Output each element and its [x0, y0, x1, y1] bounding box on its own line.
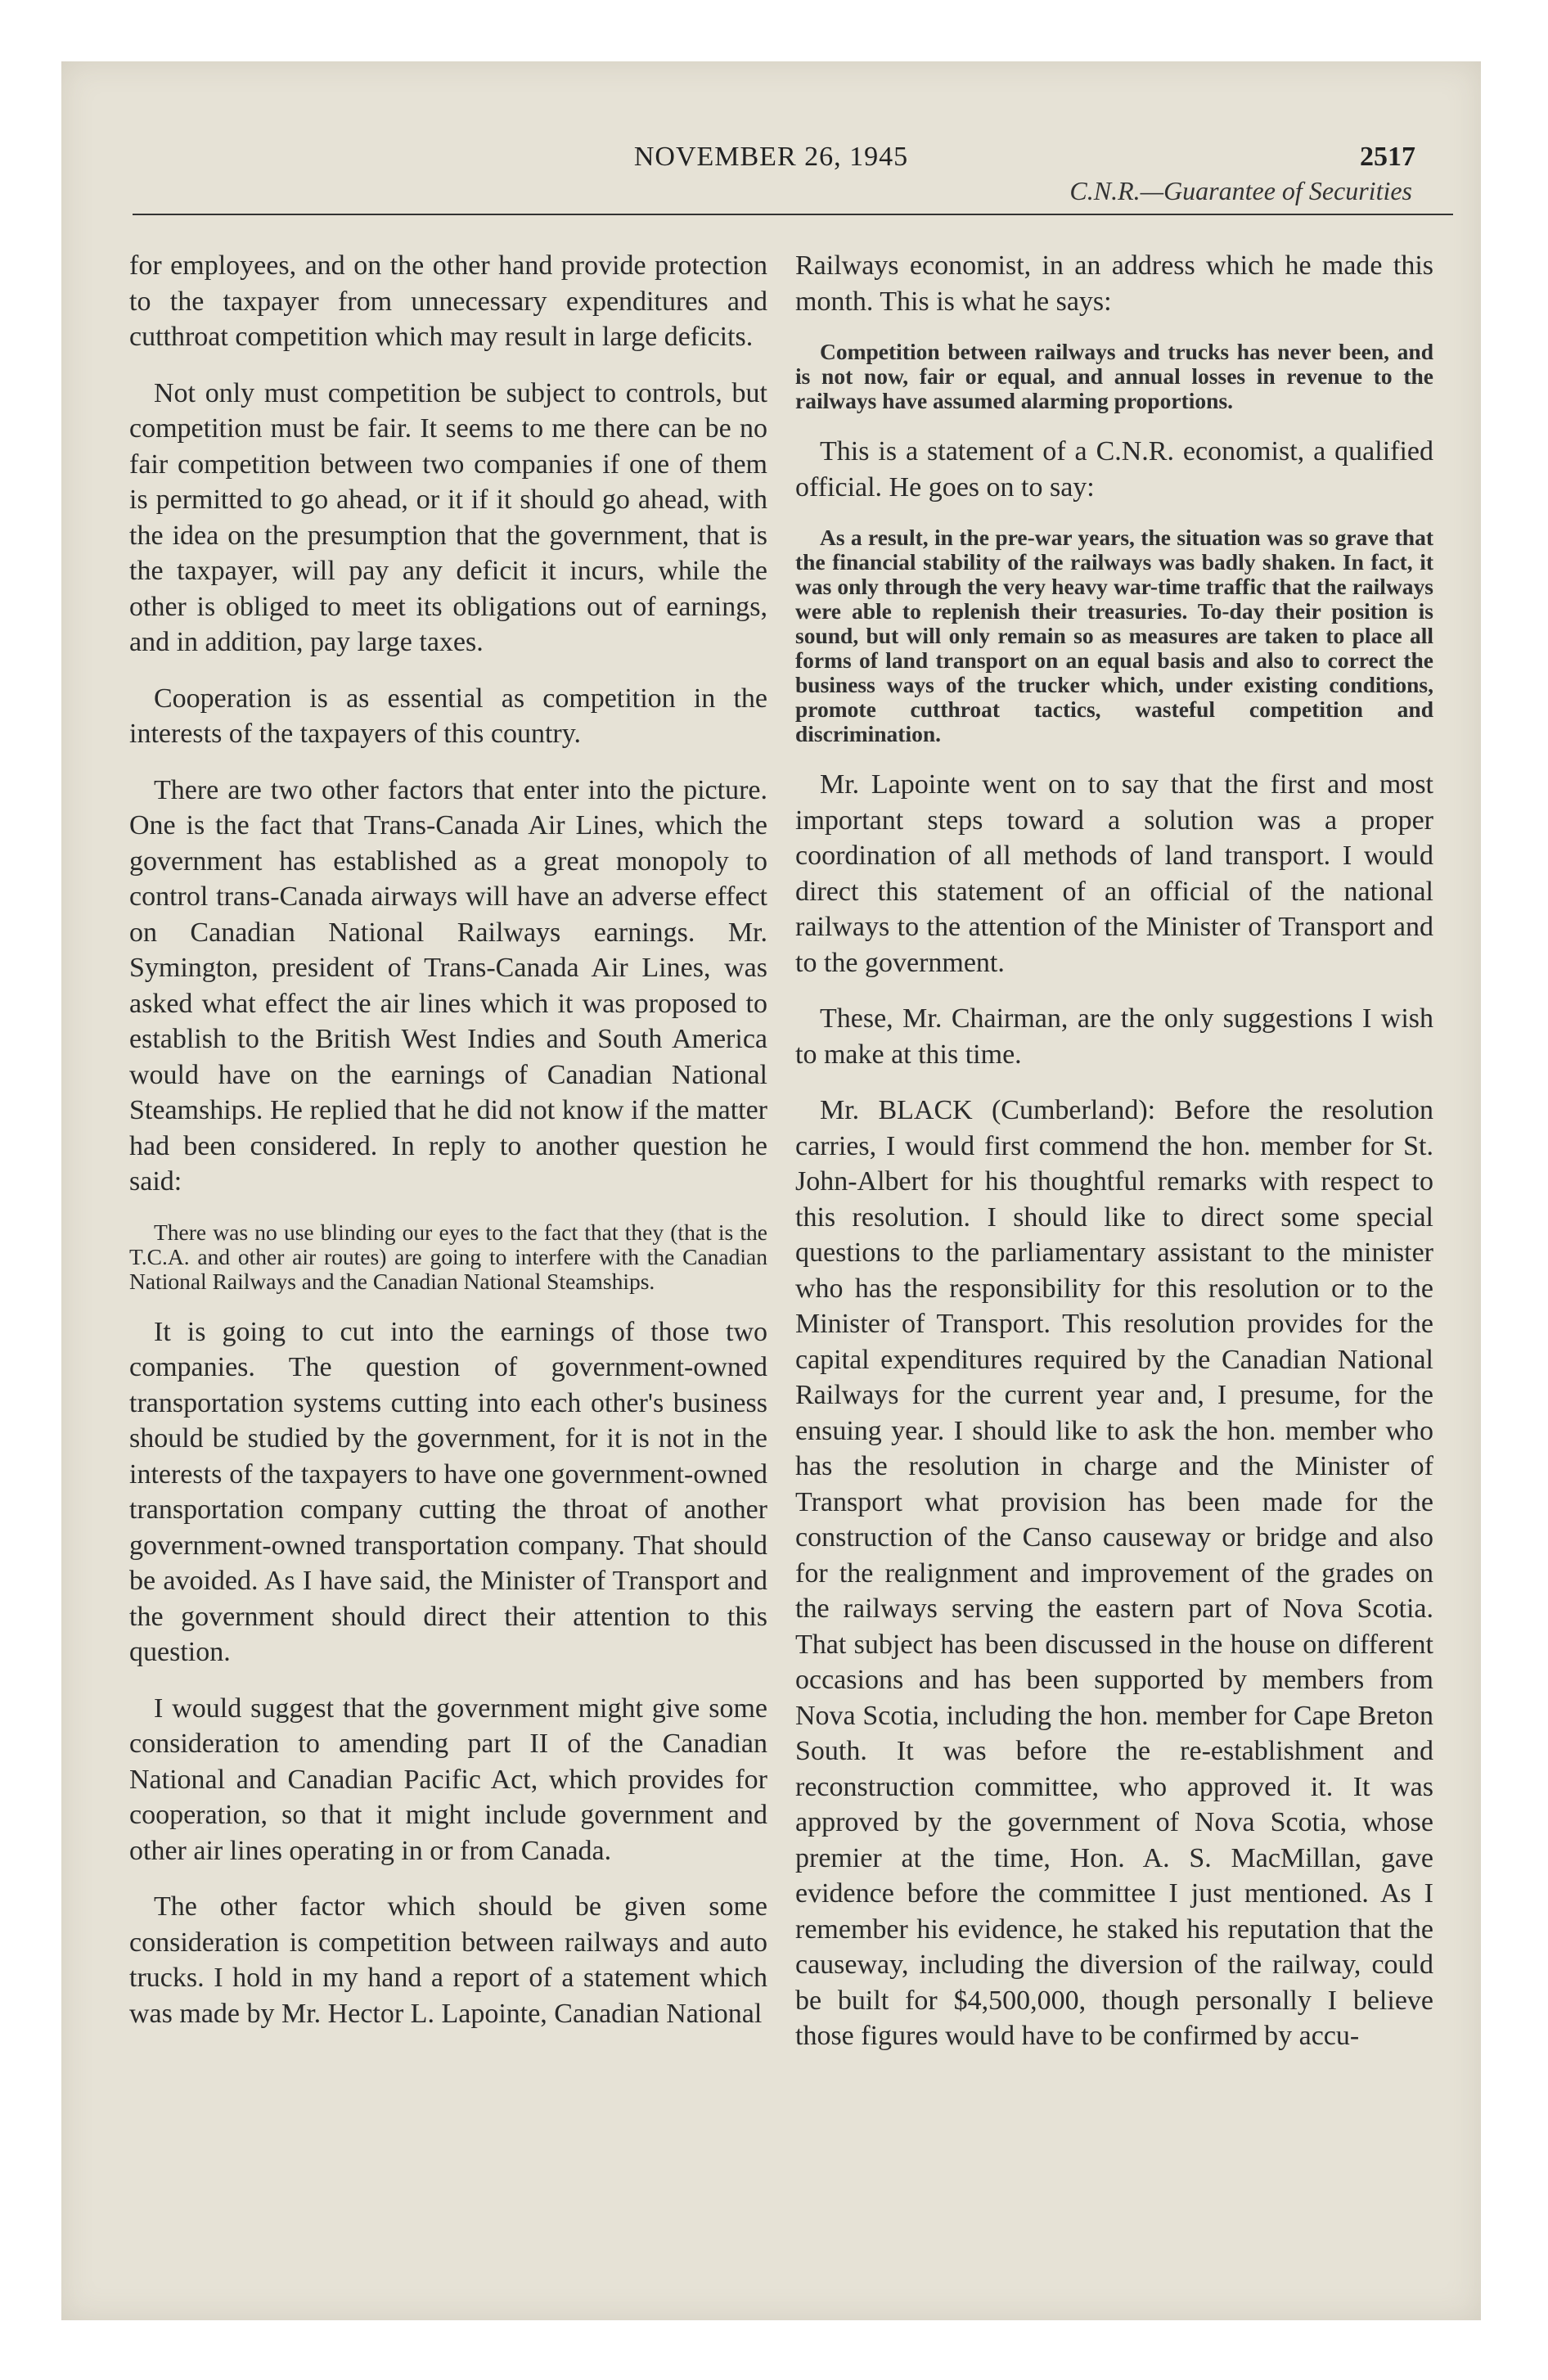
continued-paragraph: for employees, and on the other hand provide protection to the taxpayer from unnecessary expenditures and cutthroat competition which may result in large deficits.	[129, 250, 767, 352]
quoted-passage: There was no use blinding our eyes to the fact that they (that is the T.C.A. and other air routes) are going to interfere with the Canadian National Railways and the Canadian National Steamships.	[129, 1219, 767, 1294]
paragraph: Mr. Lapointe went on to say that the first and most important steps toward a solution was a proper coordination of all methods of land transport. I would direct this statement of an official of the national railways to the attention of the Minister of Transport and to the government.	[795, 769, 1433, 978]
paragraph: This is a statement of a C.N.R. economist, a qualified official. He goes on to say:	[795, 436, 1433, 503]
continued-paragraph: Railways economist, in an address which he made this month. This is what he says:	[795, 250, 1433, 317]
header-divider	[133, 214, 1453, 215]
paragraph: The other factor which should be given some consideration is competition between railways and auto trucks. I hold in my hand a report of a statement which was made by Mr. Hector L. Lapointe, Canadian National	[129, 1891, 767, 2029]
paragraph: It is going to cut into the earnings of those two companies. The question of government-owned transportation systems cutting into each other's business should be studied by the government, for it is not in the interests of the taxpayers to have one government-owned transportation company cutting the throat of another government-owned transportation company. That should be avoided. As I have said, the Minister of Transport and the government should direct their attention to this question.	[129, 1316, 767, 1667]
quoted-passage: As a result, in the pre-war years, the situation was so grave that the financial stability of the railways was badly shaken. In fact, it was only through the very heavy war-time traffic that the railways were able to replenish their treasuries. To-day their position is sound, but will only remain so as measures are taken to place all forms of land transport on an equal basis and also to correct the business ways of the trucker which, under existing conditions, promote cutthroat tactics, wasteful competition and discrimination.	[795, 525, 1433, 746]
paragraph: There are two other factors that enter into the picture. One is the fact that Trans-Canada Air Lines, which the government has established as a great monopoly to control trans-Canada airways will have an adverse effect on Canadian National Railways earnings. Mr. Symington, president of Trans-Canada Air Lines, was asked what effect the air lines which it was proposed to establish to the British West Indies and South America would have on the earnings of Canadian National Steamships. He replied that he did not know if the matter had been considered. In reply to another question he said:	[129, 774, 767, 1197]
paragraph: Not only must competition be subject to controls, but competition must be fair. It seems to me there can be no fair competition between two companies if one of them is permitted to go ahead, or it if it should go ahead, with the idea on the presumption that the government, that is the taxpayer, will pay any deficit it incurs, while the other is obliged to meet its obligations out of earnings, and in addition, pay large taxes.	[129, 377, 767, 657]
paragraph: Cooperation is as essential as competition in the interests of the taxpayers of this country.	[129, 683, 767, 749]
running-head: C.N.R.—Guarantee of Securities	[1069, 176, 1412, 205]
paragraph: These, Mr. Chairman, are the only suggestions I wish to make at this time.	[795, 1003, 1433, 1070]
right-column	[795, 248, 1433, 2075]
page-date: NOVEMBER 26, 1945	[633, 142, 909, 172]
paragraph: I would suggest that the government might give some consideration to amending part II of the Canadian National and Canadian Pacific Act, which provides for cooperation, so that it might include government and other air lines operating in or from Canada.	[129, 1693, 767, 1866]
page-number: 2517	[1360, 142, 1415, 172]
paragraph: Mr. BLACK (Cumberland): Before the resolution carries, I would first commend the hon. member for St. John-Albert for his thoughtful remarks with respect to this resolution. I should like to direct some special questions to the parliamentary assistant to the minister who has the responsibility for this resolution or to the Minister of Transport. This resolution provides for the capital expenditures required by the Canadian National Railways for the current year and, I presume, for the ensuing year. I should like to ask the hon. member who has the resolution in charge and the Minister of Transport what provision has been made for the construction of the Canso causeway or bridge and also for the realignment and improvement of the grades on the railways serving the eastern part of Nova Scotia. That subject has been discussed in the house on different occasions and has been supported by members from Nova Scotia, including the hon. member for Cape Breton South. It was before the re-establishment and reconstruction committee, who approved it. It was approved by the government of Nova Scotia, whose premier at the time, Hon. A. S. MacMillan, gave evidence before the committee I just mentioned. As I remember his evidence, he staked his reputation that the causeway, including the diversion of the railway, could be built for $4,500,000, though personally I believe those figures would have to be confirmed by accu-	[795, 1095, 1433, 2051]
page-sheet	[61, 61, 1481, 2320]
quoted-passage: Competition between railways and trucks has never been, and is not now, fair or equal, and annual losses in revenue to the railways have assumed alarming proportions.	[795, 339, 1433, 413]
left-column	[129, 248, 767, 2052]
